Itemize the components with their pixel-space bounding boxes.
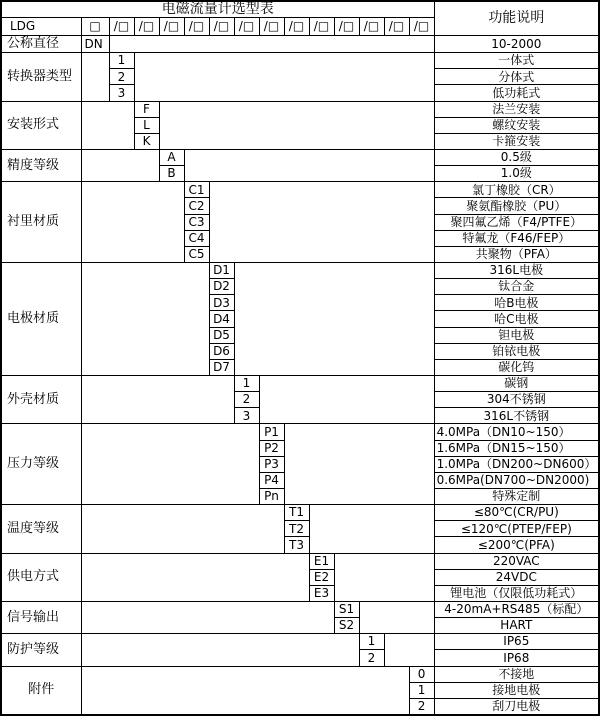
code-cell: D7: [209, 359, 234, 375]
code-cell: C2: [184, 198, 209, 214]
function-column-header: 功能说明: [434, 1, 599, 36]
spacer-cell: [234, 262, 434, 375]
spacer-cell: [384, 634, 434, 666]
section-label-pressure-rating: 压力等级: [1, 424, 81, 505]
section-label-signal-output: 信号输出: [1, 601, 81, 633]
section-label-nominal-diameter: 公称直径: [1, 36, 81, 53]
function-cell: ≤80℃(CR/PU): [434, 505, 599, 521]
spacer-cell: [81, 505, 284, 553]
function-cell: 哈B电极: [434, 295, 599, 311]
function-cell: 220VAC: [434, 553, 599, 569]
function-cell: 共聚物（PFA）: [434, 246, 599, 262]
spacer-cell: [81, 150, 159, 182]
code-cell: 3: [234, 408, 259, 424]
code-cell: P4: [259, 472, 284, 488]
table-row: [1, 182, 599, 198]
table-row: [1, 424, 599, 440]
function-cell: 316L不锈钢: [434, 408, 599, 424]
table-row: [1, 553, 599, 569]
spacer-cell: [184, 150, 434, 182]
code-cell: T3: [284, 537, 309, 553]
table-row: [1, 262, 599, 278]
code-cell: P2: [259, 440, 284, 456]
function-cell: 哈C电极: [434, 311, 599, 327]
table-row: [1, 634, 599, 650]
spacer-cell: [309, 505, 434, 553]
function-cell: 低功耗式: [434, 85, 599, 101]
section-label-transducer-type: 转换器类型: [1, 53, 81, 101]
model-code-slot: /□: [284, 17, 309, 35]
function-cell: 1.0级: [434, 166, 599, 182]
function-cell: 钛合金: [434, 279, 599, 295]
model-code-slot: /□: [409, 17, 434, 35]
function-cell: HART: [434, 618, 599, 634]
function-cell: 聚四氟乙烯（F4/PTFE）: [434, 214, 599, 230]
function-cell: 0.6MPa(DN700~DN2000): [434, 472, 599, 488]
section-label-liner-material: 衬里材质: [1, 182, 81, 263]
spacer-cell: [284, 424, 434, 505]
code-cell: P1: [259, 424, 284, 440]
function-cell: IP68: [434, 650, 599, 666]
table-row: [1, 53, 599, 69]
function-cell: 碳化钨: [434, 359, 599, 375]
function-cell: 接地电极: [434, 682, 599, 698]
function-cell: 卡箍安装: [434, 133, 599, 149]
function-cell: 一体式: [434, 53, 599, 69]
code-cell: D6: [209, 343, 234, 359]
table-row: [1, 505, 599, 521]
code-cell: D1: [209, 262, 234, 278]
section-label-protection-class: 防护等级: [1, 634, 81, 666]
model-box-slot: □: [81, 17, 109, 35]
code-cell: 0: [409, 666, 434, 682]
code-cell: D5: [209, 327, 234, 343]
model-code-slot: /□: [259, 17, 284, 35]
function-cell: 刮刀电极: [434, 698, 599, 715]
code-cell: 1: [359, 634, 384, 650]
code-cell: E1: [309, 553, 334, 569]
code-cell: Pn: [259, 488, 284, 504]
function-cell: 分体式: [434, 69, 599, 85]
section-label-accuracy-class: 精度等级: [1, 150, 81, 182]
code-cell: 2: [359, 650, 384, 666]
table-row: [1, 101, 599, 117]
spacer-cell: [259, 375, 434, 423]
model-code-slot: /□: [384, 17, 409, 35]
function-cell: 碳钢: [434, 375, 599, 391]
function-cell: 不接地: [434, 666, 599, 682]
code-cell: F: [134, 101, 159, 117]
code-cell: DN: [81, 36, 109, 53]
code-cell: T1: [284, 505, 309, 521]
spacer-cell: [159, 101, 434, 149]
section-label-accessories: 附件: [1, 666, 81, 715]
function-cell: 法兰安装: [434, 101, 599, 117]
function-cell: 304不锈钢: [434, 392, 599, 408]
code-cell: S1: [334, 601, 359, 617]
code-cell: A: [159, 150, 184, 166]
code-cell: C5: [184, 246, 209, 262]
spacer-cell: [81, 182, 184, 263]
code-cell: E2: [309, 569, 334, 585]
function-cell: 24VDC: [434, 569, 599, 585]
code-cell: C4: [184, 230, 209, 246]
spacer-cell: [81, 666, 409, 715]
function-cell: 钽电极: [434, 327, 599, 343]
table-row: [1, 601, 599, 617]
code-cell: 1: [234, 375, 259, 391]
code-cell: E3: [309, 585, 334, 601]
function-cell: 螺纹安装: [434, 117, 599, 133]
model-code-slot: /□: [309, 17, 334, 35]
spacer-cell: [81, 101, 134, 149]
spacer-cell: [359, 601, 434, 633]
spacer-cell: [81, 634, 359, 666]
code-cell: T2: [284, 521, 309, 537]
function-cell: 4-20mA+RS485（标配）: [434, 601, 599, 617]
function-cell: 0.5级: [434, 150, 599, 166]
table-title: 电磁流量计选型表: [1, 1, 434, 17]
model-code-slot: /□: [184, 17, 209, 35]
spacer-cell: [109, 36, 434, 53]
code-cell: D3: [209, 295, 234, 311]
code-cell: L: [134, 117, 159, 133]
function-cell: ≤120℃(PTEP/FEP): [434, 521, 599, 537]
model-code-slot: /□: [209, 17, 234, 35]
function-cell: 316L电极: [434, 262, 599, 278]
code-cell: C3: [184, 214, 209, 230]
section-label-temperature-rating: 温度等级: [1, 505, 81, 553]
nominal-diameter-row: [1, 36, 599, 53]
section-label-power-supply: 供电方式: [1, 553, 81, 601]
function-cell: 氯丁橡胶（CR）: [434, 182, 599, 198]
model-code-slot: /□: [134, 17, 159, 35]
model-code-slot: /□: [334, 17, 359, 35]
code-cell: 1: [409, 682, 434, 698]
function-cell: IP65: [434, 634, 599, 650]
code-cell: 1: [109, 53, 134, 69]
spacer-cell: [81, 424, 259, 505]
model-prefix: LDG: [1, 17, 81, 35]
code-cell: 2: [109, 69, 134, 85]
function-cell: 1.6MPa（DN15~150）: [434, 440, 599, 456]
spacer-cell: [134, 53, 434, 101]
function-cell: 特殊定制: [434, 488, 599, 504]
code-cell: 3: [109, 85, 134, 101]
code-cell: D2: [209, 279, 234, 295]
model-code-slot: /□: [234, 17, 259, 35]
function-cell: 特氟龙（F46/FEP）: [434, 230, 599, 246]
code-cell: S2: [334, 618, 359, 634]
table-row: [1, 375, 599, 391]
code-cell: 2: [234, 392, 259, 408]
spacer-cell: [209, 182, 434, 263]
function-cell: ≤200℃(PFA): [434, 537, 599, 553]
spacer-cell: [81, 375, 234, 423]
function-cell: 聚氨酯橡胶（PU）: [434, 198, 599, 214]
function-cell: 铂铱电极: [434, 343, 599, 359]
code-cell: D4: [209, 311, 234, 327]
code-cell: C1: [184, 182, 209, 198]
function-cell: 锂电池（仅限低功耗式）: [434, 585, 599, 601]
model-code-slot: /□: [109, 17, 134, 35]
function-cell: 10-2000: [434, 36, 599, 53]
function-cell: 4.0MPa（DN10~150）: [434, 424, 599, 440]
spacer-cell: [81, 53, 109, 101]
section-label-housing-material: 外壳材质: [1, 375, 81, 423]
spacer-cell: [81, 601, 334, 633]
section-label-electrode-material: 电极材质: [1, 262, 81, 375]
model-code-slot: /□: [159, 17, 184, 35]
spacer-cell: [81, 553, 309, 601]
code-cell: P3: [259, 456, 284, 472]
code-cell: K: [134, 133, 159, 149]
section-label-installation-type: 安装形式: [1, 101, 81, 149]
code-cell: 2: [409, 698, 434, 715]
table-row: [1, 666, 599, 682]
function-cell: 1.0MPa（DN200~DN600）: [434, 456, 599, 472]
code-cell: B: [159, 166, 184, 182]
spacer-cell: [81, 262, 209, 375]
table-row: [1, 150, 599, 166]
model-code-slot: /□: [359, 17, 384, 35]
spacer-cell: [334, 553, 434, 601]
